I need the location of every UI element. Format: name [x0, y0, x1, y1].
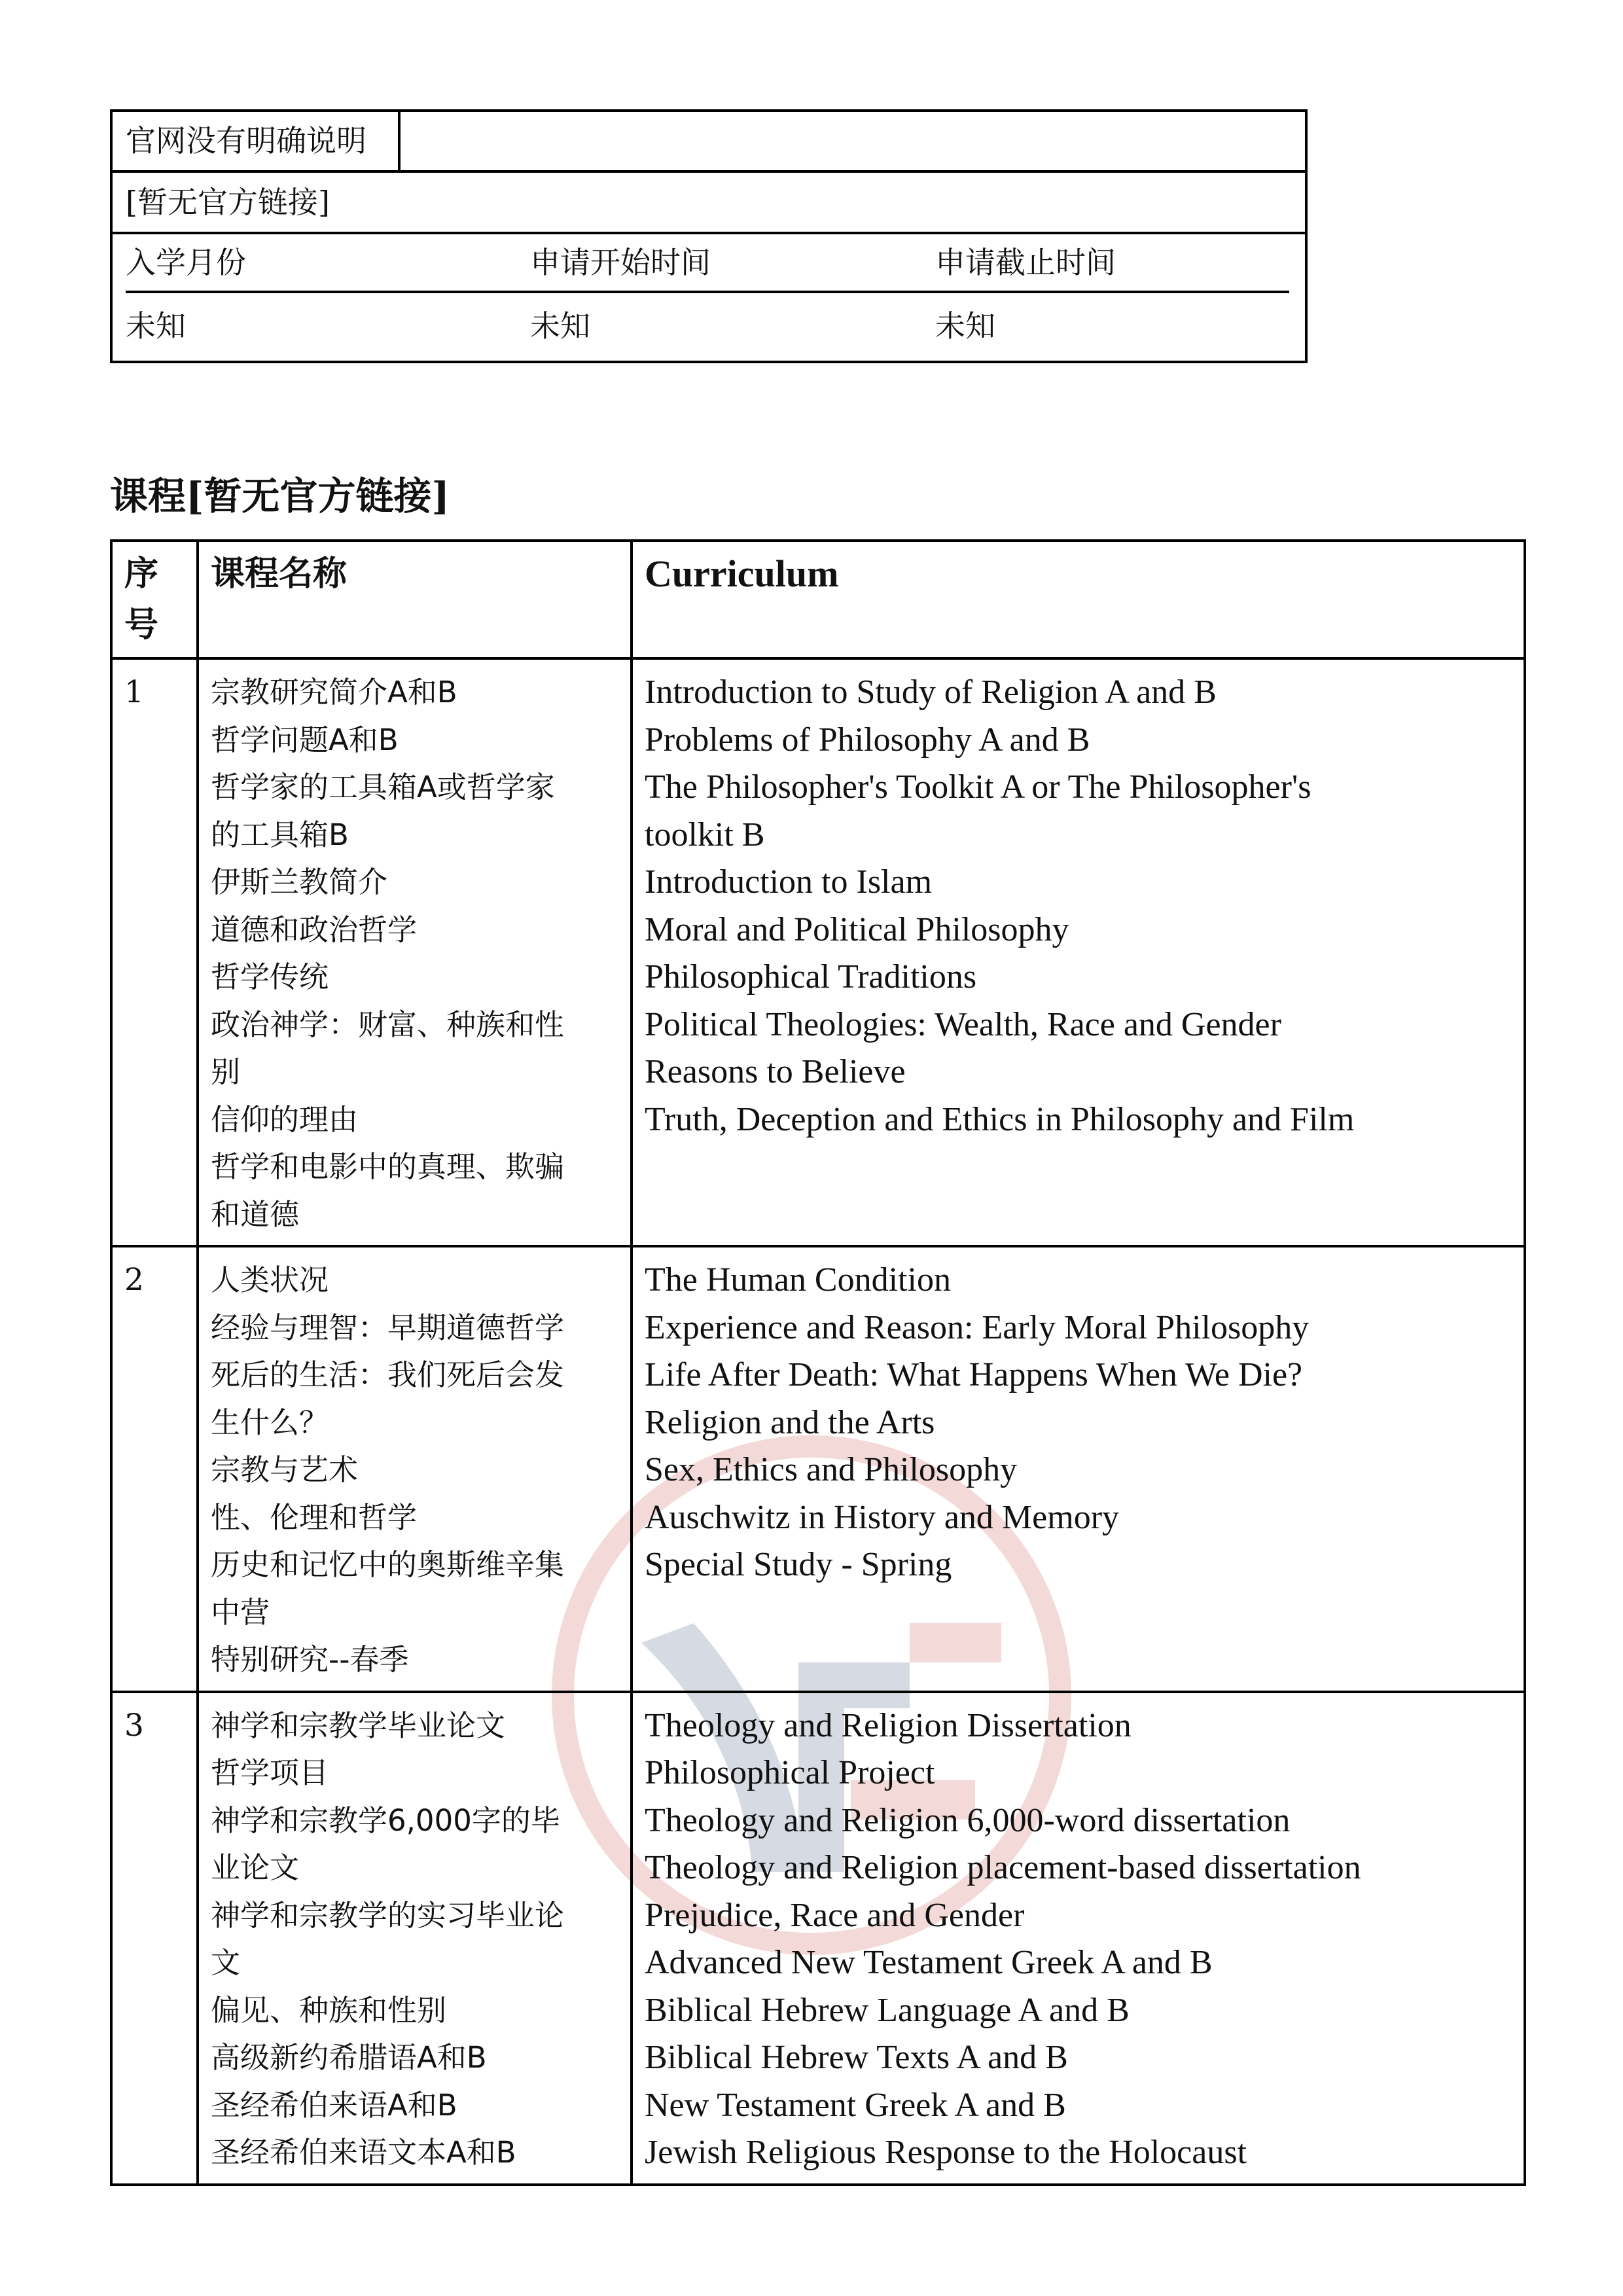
- course-line: Philosophical Traditions: [645, 958, 977, 996]
- course-line: Life After Death: What Happens When We Die?: [645, 1356, 1303, 1393]
- course-line: 神学和宗教学6,000字的毕: [211, 1803, 560, 1838]
- course-line: 伊斯兰教简介: [211, 865, 388, 899]
- course-line: 圣经希伯来语A和B: [211, 2087, 457, 2123]
- header-enrollment-month: 入学月份: [126, 245, 246, 280]
- course-line: Theology and Religion 6,000-word dissertation: [645, 1801, 1291, 1839]
- course-line: Theology and Religion Dissertation: [645, 1706, 1132, 1744]
- course-line: 宗教与艺术: [211, 1452, 359, 1487]
- course-line: 宗教研究简介A和B: [211, 675, 457, 709]
- row-number: 1: [111, 658, 198, 1246]
- info-row-note: [113, 112, 1305, 173]
- course-line: 神学和宗教学的实习毕业论: [211, 1897, 565, 1933]
- course-line: 特别研究--春季: [211, 1642, 409, 1677]
- course-line: 政治神学：财富、种族和性: [211, 1007, 565, 1042]
- course-line: 哲学家的工具箱A或哲学家: [211, 770, 555, 804]
- course-line: Theology and Religion placement-based dissertation: [645, 1849, 1361, 1886]
- course-line: 高级新约希腊语A和B: [211, 2040, 487, 2075]
- course-line: 别: [211, 1054, 241, 1089]
- course-line: Special Study - Spring: [645, 1546, 952, 1583]
- course-line: Biblical Hebrew Language A and B: [645, 1991, 1130, 2029]
- course-names-cn: [198, 1692, 632, 2185]
- course-line: Religion and the Arts: [645, 1403, 935, 1441]
- course-line: Problems of Philosophy A and B: [645, 721, 1090, 759]
- course-line: 神学和宗教学毕业论文: [211, 1708, 506, 1743]
- course-line: 人类状况: [211, 1263, 329, 1297]
- header-number-label: 序号: [124, 554, 159, 645]
- course-line: The Philosopher's Toolkit A or The Philosopher's: [645, 768, 1311, 806]
- course-line: 经验与理智：早期道德哲学: [211, 1310, 565, 1345]
- course-line: 生什么？: [211, 1405, 329, 1440]
- value-enrollment-month: 未知: [126, 308, 186, 344]
- course-line: Advanced New Testament Greek A and B: [645, 1944, 1213, 1981]
- course-line: 中营: [211, 1594, 270, 1630]
- course-line: Political Theologies: Wealth, Race and Gender: [645, 1005, 1281, 1043]
- table-row: [111, 1692, 1525, 2185]
- info-header-row: [126, 234, 1289, 293]
- course-line: Truth, Deception and Ethics in Philosophy and Film: [645, 1100, 1355, 1138]
- course-line: 的工具箱B: [211, 817, 349, 852]
- table-header-row: [111, 541, 1525, 658]
- course-line: 性、伦理和哲学: [211, 1499, 418, 1535]
- value-application-deadline: 未知: [935, 308, 995, 344]
- header-application-start: 申请开始时间: [530, 245, 711, 280]
- course-names-cn: [198, 1246, 632, 1692]
- course-line: Auschwitz in History and Memory: [645, 1498, 1120, 1536]
- course-line: 哲学项目: [211, 1755, 329, 1790]
- course-line: 圣经希伯来语文本A和B: [211, 2135, 516, 2170]
- course-line: Sex, Ethics and Philosophy: [645, 1451, 1018, 1488]
- course-line: 业论文: [211, 1850, 300, 1885]
- row-number: 2: [111, 1246, 198, 1692]
- course-names-cn: [198, 658, 632, 1246]
- info-value-row: [126, 293, 1289, 359]
- enrollment-info-box: [110, 109, 1308, 363]
- course-line: Moral and Political Philosophy: [645, 910, 1069, 948]
- header-number: [111, 541, 198, 658]
- course-line: toolkit B: [645, 816, 765, 853]
- curriculum-section-title: 课程[暂无官方链接]: [110, 474, 450, 518]
- course-line: Introduction to Islam: [645, 863, 933, 901]
- header-application-deadline: 申请截止时间: [935, 245, 1116, 280]
- course-line: 道德和政治哲学: [211, 912, 418, 947]
- header-course-name-cn: 课程名称: [198, 541, 632, 658]
- course-line: 偏见、种族和性别: [211, 1992, 447, 2028]
- course-line: 信仰的理由: [211, 1102, 359, 1137]
- header-curriculum-en: Curriculum: [632, 541, 1525, 658]
- course-line: 和道德: [211, 1196, 300, 1232]
- course-line: Philosophical Project: [645, 1754, 935, 1791]
- course-names-en: [632, 1692, 1525, 2185]
- course-line: 哲学传统: [211, 960, 329, 994]
- course-line: 哲学和电影中的真理、欺骗: [211, 1149, 565, 1184]
- course-line: 死后的生活：我们死后会发: [211, 1357, 565, 1392]
- course-line: The Human Condition: [645, 1261, 951, 1299]
- course-line: Biblical Hebrew Texts A and B: [645, 2039, 1068, 2076]
- course-line: Reasons to Believe: [645, 1053, 906, 1090]
- course-line: Introduction to Study of Religion A and B: [645, 673, 1217, 711]
- curriculum-table: [110, 539, 1526, 2186]
- table-row: [111, 658, 1525, 1246]
- value-application-start: 未知: [530, 308, 590, 344]
- course-names-en: [632, 1246, 1525, 1692]
- info-official-link: [暂无官方链接]: [113, 173, 1305, 234]
- course-line: 文: [211, 1945, 241, 1980]
- info-note-label: 官网没有明确说明: [113, 112, 401, 170]
- course-line: Experience and Reason: Early Moral Philosophy: [645, 1308, 1310, 1346]
- course-line: New Testament Greek A and B: [645, 2086, 1066, 2124]
- row-number: 3: [111, 1692, 198, 2185]
- course-line: 历史和记忆中的奥斯维辛集: [211, 1547, 565, 1582]
- course-line: Prejudice, Race and Gender: [645, 1896, 1025, 1934]
- course-line: Jewish Religious Response to the Holocaust: [645, 2134, 1247, 2171]
- course-line: 哲学问题A和B: [211, 722, 399, 757]
- table-row: [111, 1246, 1525, 1692]
- course-names-en: [632, 658, 1525, 1246]
